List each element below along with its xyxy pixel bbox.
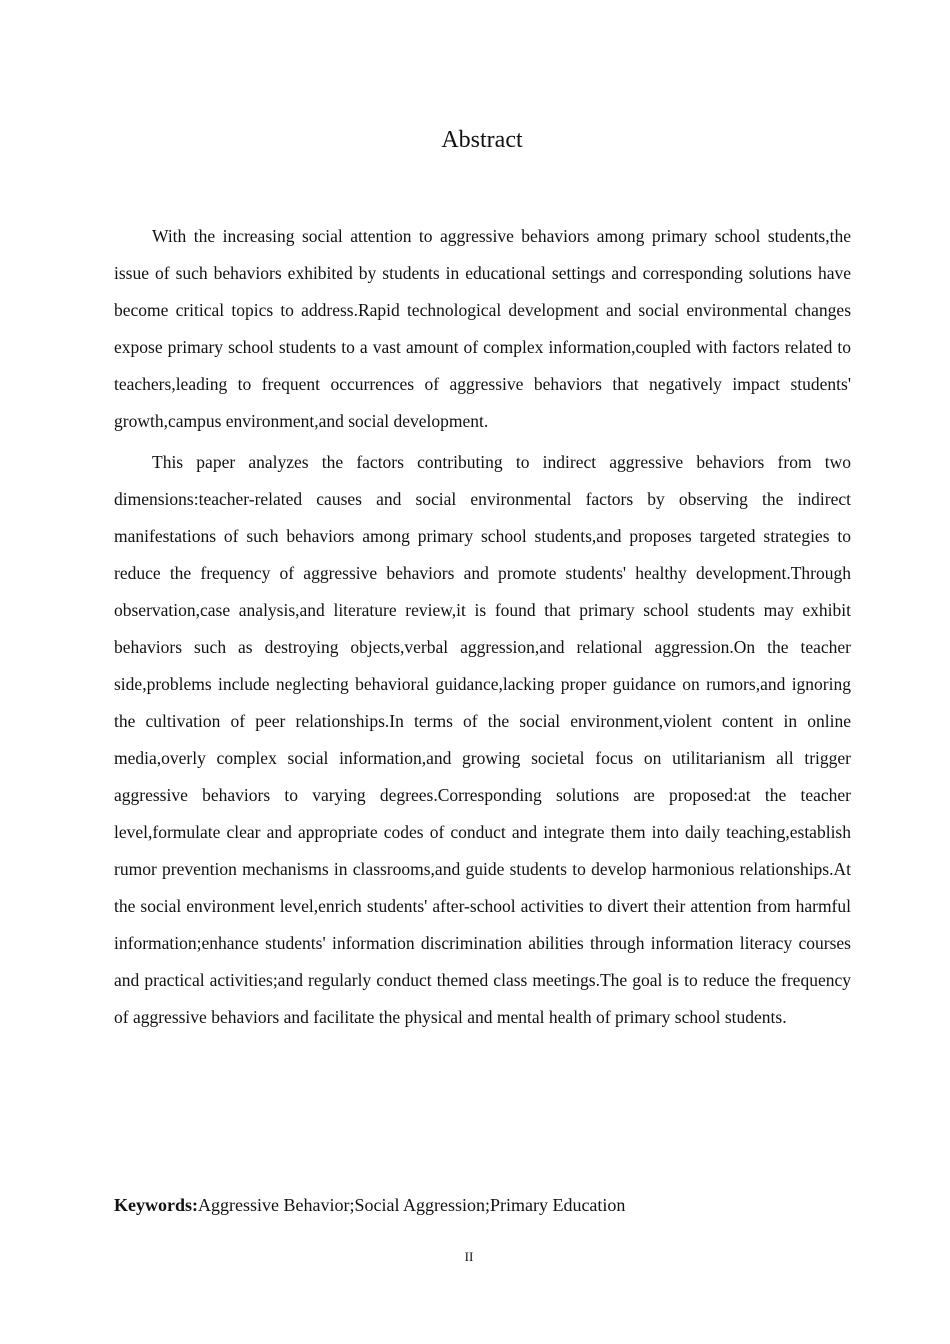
keywords-text: Aggressive Behavior;Social Aggression;Primary Education — [198, 1195, 626, 1215]
keywords-label: Keywords: — [114, 1195, 198, 1215]
abstract-body — [114, 218, 851, 1036]
abstract-paragraph-2: This paper analyzes the factors contributing to indirect aggressive behaviors from two dimensions:teacher-related causes and social environmental factors by observing the indirect manifestations of such behaviors among primary school students,and proposes targeted strategies to reduce the frequency of aggressive behaviors and promote students' healthy development.Through observation,case analysis,and literature review,it is found that primary school students may exhibit behaviors such as destroying objects,verbal aggression,and relational aggression.On the teacher side,problems include neglecting behavioral guidance,lacking proper guidance on rumors,and ignoring the cultivation of peer relationships.In terms of the social environment,violent content in online media,overly complex social information,and growing societal focus on utilitarianism all trigger aggressive behaviors to varying degrees.Corresponding solutions are proposed:at the teacher level,formulate clear and appropriate codes of conduct and integrate them into daily teaching,establish rumor prevention mechanisms in classrooms,and guide students to develop harmonious relationships.At the social environment level,enrich students' after-school activities to divert their attention from harmful information;enhance students' information discrimination abilities through information literacy courses and practical activities;and regularly conduct themed class meetings.The goal is to reduce the frequency of aggressive behaviors and facilitate the physical and mental health of primary school students. — [114, 452, 851, 1027]
page-number: II — [464, 1249, 474, 1264]
keywords-line — [114, 1190, 851, 1220]
abstract-paragraph-1: With the increasing social attention to aggressive behaviors among primary school students,the issue of such behaviors exhibited by students in educational settings and corresponding solutions have become critical topics to address.Rapid technological development and social environmental changes expose primary school students to a vast amount of complex information,coupled with factors related to teachers,leading to frequent occurrences of aggressive behaviors that negatively impact students' growth,campus environment,and social development. — [114, 226, 851, 431]
page-title: Abstract — [441, 127, 523, 153]
